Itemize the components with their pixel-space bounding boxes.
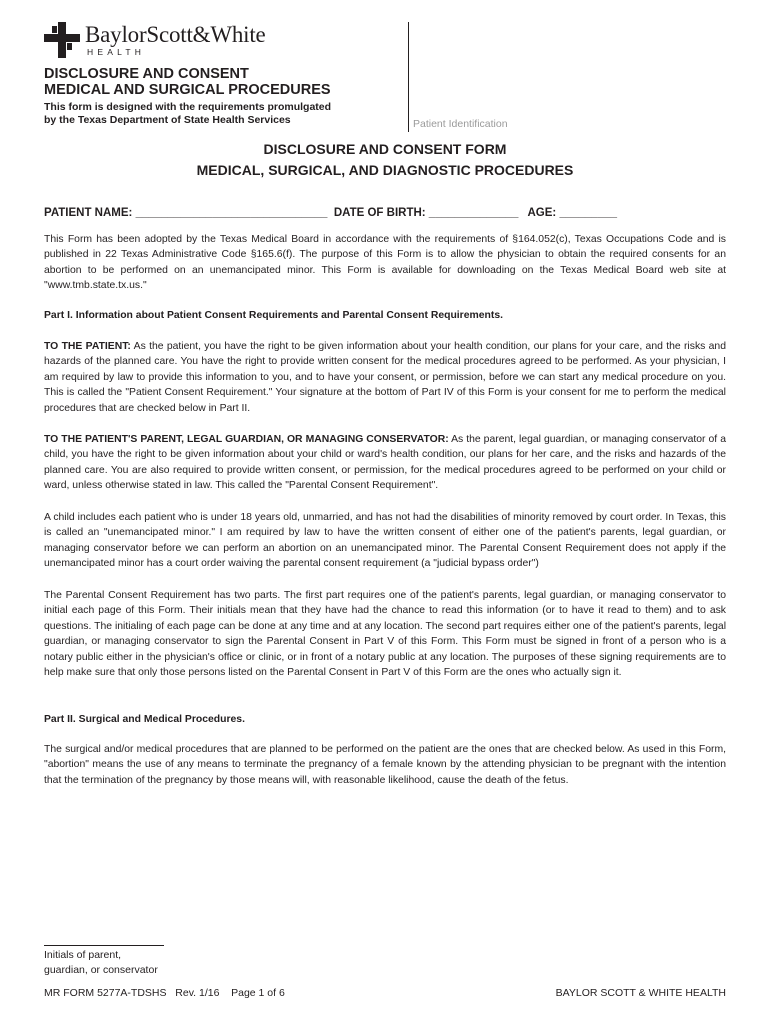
initials-label: [44, 948, 204, 978]
to-patient-text: As the patient, you have the right to be given information about your health condition, our plans for your care, and the risks and hazards of the planned care. You have the right to provide written consent for the medical procedures agreed to be performed. As your physician, I am required by law to provide this information to you, and to have your consent, or permission, before we can start any medical procedure on you. This is called the "Patient Consent Requirement." Your signature at the bottom of Part IV of this Form is your consent for me to perform the medical procedures that are checked below in Part II.: [44, 341, 726, 414]
header-title-line1: DISCLOSURE AND CONSENT: [44, 66, 249, 82]
intro-paragraph: [44, 232, 726, 294]
cross-logo-icon: [44, 22, 80, 58]
form-title-line1: DISCLOSURE AND CONSENT FORM: [263, 141, 507, 157]
header-note: [44, 101, 331, 127]
brand-name: BaylorScott&White: [85, 22, 266, 47]
child-definition-text: A child includes each patient who is under 18 years old, unmarried, and has not had the disabilities of minority removed by court order. In Texas, this is called an "unemancipated minor." I am required by law to have the written consent of either one of the patient's parents, legal guardian, or managing conservator before we can perform an abortion on an unemancipated minor. The Parental Consent Requirement does not apply if the unemancipated minor has a court order waiving the parental consent requirement (a "judicial bypass order"): [44, 512, 726, 570]
initials-label-line1: Initials of parent,: [44, 949, 122, 961]
to-patient-lead: TO THE PATIENT:: [44, 341, 131, 352]
two-parts-text: The Parental Consent Requirement has two parts. The first part requires one of the patient's parents, legal guardian, or managing conservator to initial each page of this Form. Their initials mean that they have had the chance to read this information (or to have it read to them) and to ask questions. The initialing of each page can be done at any time and at any location. The second part requires either one of the patient's parents, legal guardian, or managing conservator to sign the Parental Consent in Part V of this Form. This Form must be signed in front of a person who is a notary public either in the physician's office or clinic, or in front of a notary public at any location. The purposes of these signing requirements are to help make sure that only those persons listed on the Parental Consent in Part V of this Form are the ones who actually sign it.: [44, 590, 726, 679]
header-note-line2: by the Texas Department of State Health Services: [44, 114, 291, 126]
part2-heading: Part II. Surgical and Medical Procedures.: [44, 714, 245, 725]
patient-identification-label: Patient Identification: [413, 118, 508, 130]
form-title: [0, 139, 770, 181]
initials-label-line2: guardian, or conservator: [44, 964, 158, 976]
patient-fields-line: PATIENT NAME: ______________________________ DATE OF BIRTH: ______________ AGE: _________: [44, 207, 618, 219]
header-note-line1: This form is designed with the requirements promulgated: [44, 101, 332, 113]
header-divider: [408, 22, 409, 132]
intro-text: This Form has been adopted by the Texas Medical Board in accordance with the requirements of §164.052(c), Texas Occupations Code and is published in 22 Texas Administrative Code §165.6(f). The purpose of this Form is to allow the physician to obtain the required consents for an abortion to be performed on an unemancipated minor. This Form is available for downloading on the Texas Medical Board web site at "www.tmb.state.tx.us.": [44, 234, 726, 292]
to-parent-paragraph: [44, 432, 726, 494]
two-parts-paragraph: [44, 588, 726, 680]
brand-subtitle: HEALTH: [87, 47, 146, 57]
child-definition-paragraph: [44, 510, 726, 572]
part1-heading: Part I. Information about Patient Consent Requirements and Parental Consent Requirements.: [44, 310, 503, 321]
to-parent-text: As the parent, legal guardian, or managing conservator of a child, you have the right to be given information about your child or ward's health condition, our plans for her care, and the risks and hazards of the planned care. You are also required to provide written consent, or permission, for the medical procedures agreed to be performed on your child or ward, unless otherwise stated in law. This called the "Parental Consent Requirement".: [44, 434, 726, 492]
procedures-paragraph: [44, 742, 726, 788]
to-parent-lead: TO THE PATIENT'S PARENT, LEGAL GUARDIAN, OR MANAGING CONSERVATOR:: [44, 434, 449, 445]
footer-form-number: MR FORM 5277A-TDSHS Rev. 1/16 Page 1 of 6: [44, 987, 285, 999]
header-title-line2: MEDICAL AND SURGICAL PROCEDURES: [44, 82, 331, 98]
to-patient-paragraph: [44, 339, 726, 416]
form-title-line2: MEDICAL, SURGICAL, AND DIAGNOSTIC PROCEDURES: [196, 162, 574, 178]
footer-organization: BAYLOR SCOTT & WHITE HEALTH: [555, 987, 726, 999]
initials-signature-line: [44, 945, 164, 946]
procedures-text: The surgical and/or medical procedures that are planned to be performed on the patient are the ones that are checked below. As used in this Form, "abortion" means the use of any means to terminate the pregnancy of a female known by the attending physician to be pregnant with the intention that the termination of the pregnancy by those means will, with reasonable likelihood, cause the death of the fetus.: [44, 744, 726, 786]
header-title: [44, 66, 331, 98]
